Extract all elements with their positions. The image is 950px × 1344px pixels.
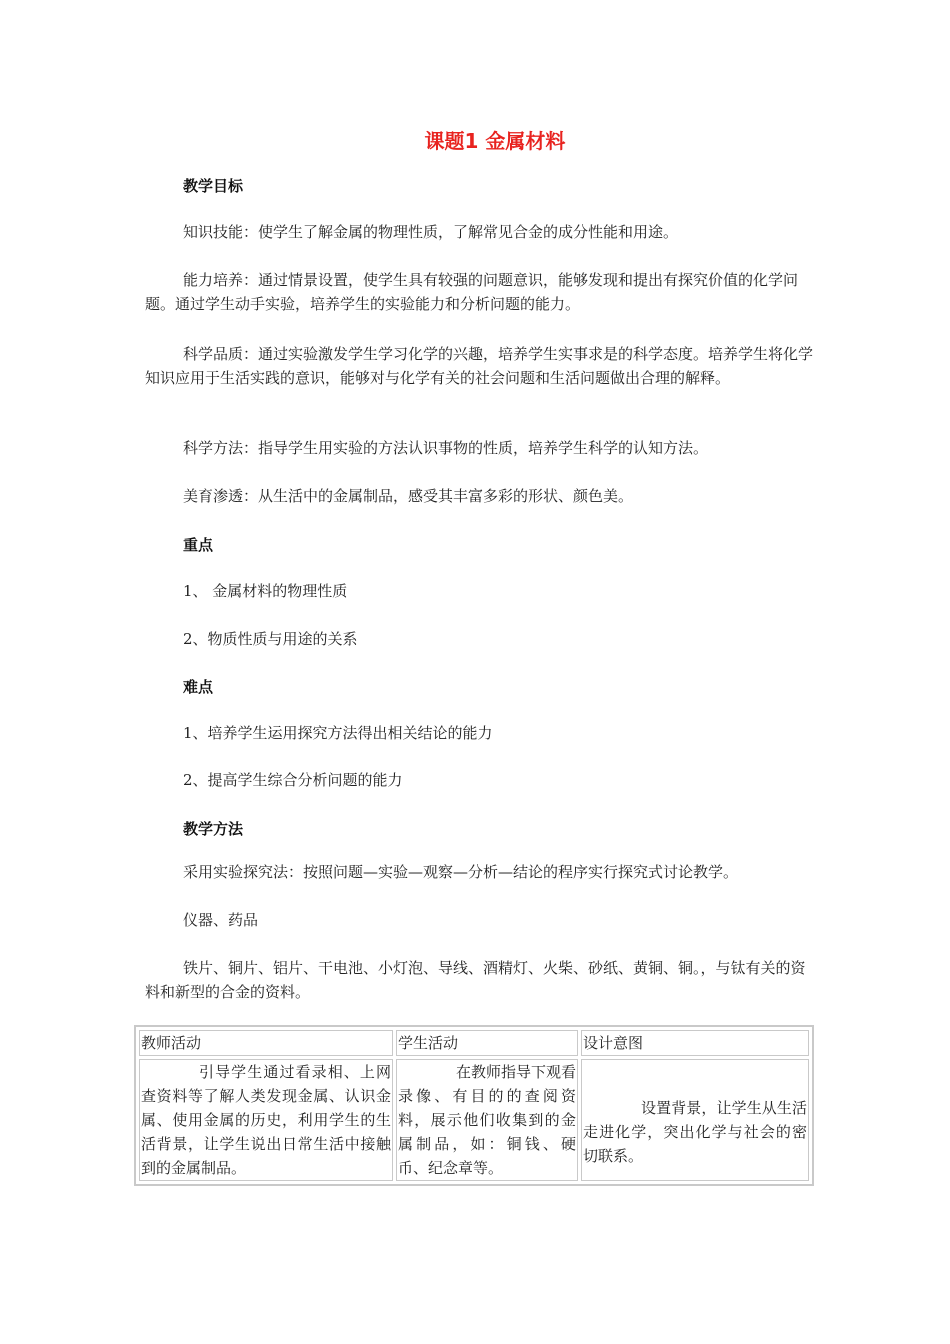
difficult-point-item: 2、提高学生综合分析问题的能力 xyxy=(183,771,403,789)
key-point-item: 1、 金属材料的物理性质 xyxy=(183,582,348,600)
student-activity-text: 在教师指导下观看录像、有目的的查阅资料，展示他们收集到的金属制品，如：铜钱、硬币、纪念章等。 xyxy=(398,1063,577,1177)
teacher-activity-text: 引导学生通过看录相、上网查资料等了解人类发现金属、认识金属、使用金属的历史，利用学生的生活背景，让学生说出日常生活中接触到的金属制品。 xyxy=(141,1063,391,1177)
instruments-text: 铁片、铜片、铝片、干电池、小灯泡、导线、酒精灯、火柴、砂纸、黄铜、铜。，与钛有关的资料和新型的合金的资料。 xyxy=(145,959,806,1001)
heading-teaching-method: 教学方法 xyxy=(183,820,244,838)
table-header-student: 学生活动 xyxy=(396,1030,578,1056)
page-title: 课题1 金属材料 xyxy=(424,129,566,153)
difficult-point-item: 1、培养学生运用探究方法得出相关结论的能力 xyxy=(183,724,493,742)
table-header-teacher: 教师活动 xyxy=(139,1030,393,1056)
table-cell-teacher xyxy=(139,1059,393,1181)
goal-method: 科学方法：指导学生用实验的方法认识事物的性质，培养学生科学的认知方法。 xyxy=(183,439,709,457)
goal-aesthetic: 美育渗透：从生活中的金属制品，感受其丰富多彩的形状、颜色美。 xyxy=(183,487,634,505)
table-header-row xyxy=(139,1030,809,1056)
heading-teaching-goals: 教学目标 xyxy=(183,177,244,195)
table-header-intent: 设计意图 xyxy=(581,1030,809,1056)
instruments-label: 仪器、药品 xyxy=(183,911,259,929)
table-cell-intent xyxy=(581,1059,809,1181)
table-cell-student xyxy=(396,1059,578,1181)
key-point-item: 2、物质性质与用途的关系 xyxy=(183,630,358,648)
activity-table xyxy=(134,1025,814,1186)
heading-key-points: 重点 xyxy=(183,536,214,554)
design-intent-text: 设置背景，让学生从生活走进化学，突出化学与社会的密切联系。 xyxy=(583,1099,807,1165)
goal-ability: 能力培养：通过情景设置，使学生具有较强的问题意识，能够发现和提出有探究价值的化学问题。通过学生动手实验，培养学生的实验能力和分析问题的能力。 xyxy=(145,271,799,313)
heading-difficult-points: 难点 xyxy=(183,678,214,696)
goal-quality: 科学品质：通过实验激发学生学习化学的兴趣，培养学生实事求是的科学态度。培养学生将化学知识应用于生活实践的意识，能够对与化学有关的社会问题和生活问题做出合理的解释。 xyxy=(145,345,814,387)
table-row xyxy=(139,1059,809,1181)
goal-knowledge: 知识技能：使学生了解金属的物理性质，了解常见合金的成分性能和用途。 xyxy=(183,223,679,241)
teaching-method-text: 采用实验探究法：按照问题—实验—观察—分析—结论的程序实行探究式讨论教学。 xyxy=(183,863,739,881)
